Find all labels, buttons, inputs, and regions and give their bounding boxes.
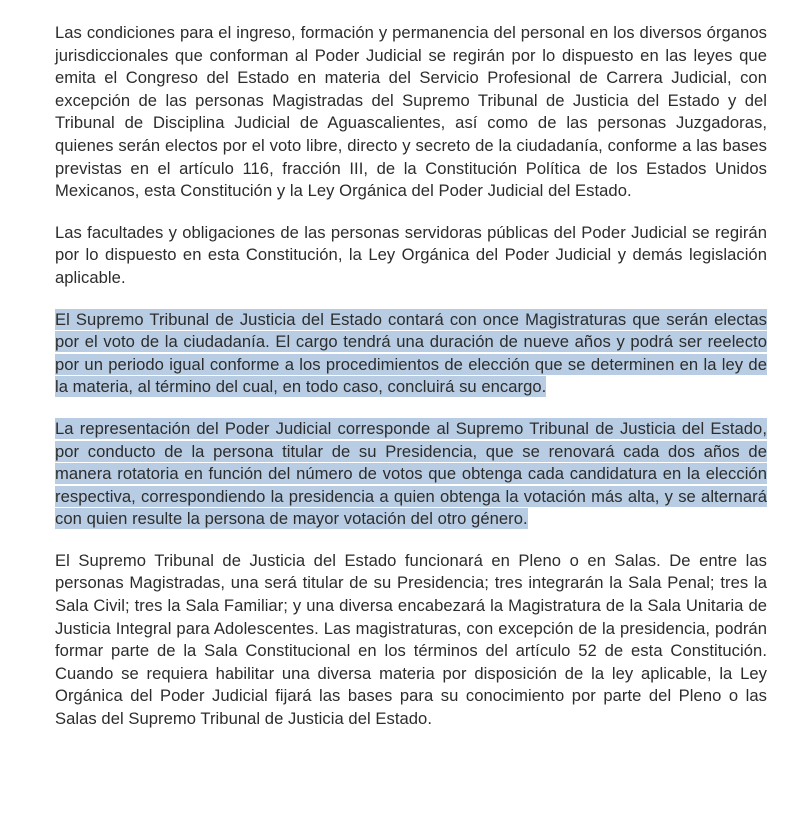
paragraph-magistraturas-highlighted <box>55 309 767 399</box>
highlighted-text: El Supremo Tribunal de Justicia del Estado contará con once Magistraturas que serán electas por el voto de la ciudadanía. El cargo tendrá una duración de nueve años y podrá ser reelecto por un periodo igual conforme a los procedimientos de elección que se determinen en la ley de la materia, al término del cual, en todo caso, concluirá su encargo. <box>55 309 767 397</box>
paragraph-text: El Supremo Tribunal de Justicia del Estado funcionará en Pleno o en Salas. De entre las personas Magistradas, una será titular de su Presidencia; tres integrarán la Sala Penal; tres la Sala Civil; tres la Sala Familiar; y una diversa encabezará la Magistratura de la Sala Unitaria de Justicia Integral para Adolescentes. Las magistraturas, con excepción de la presidencia, podrán formar parte de la Sala Constitucional en los términos del artículo 52 de esta Constitución. Cuando se requiera habilitar una diversa materia por disposición de la ley aplicable, la Ley Orgánica del Poder Judicial fijará las bases para su conocimiento por parte del Pleno o las Salas del Supremo Tribunal de Justicia del Estado. <box>55 550 767 729</box>
paragraph-text: Las facultades y obligaciones de las personas servidoras públicas del Poder Judicial se regirán por lo dispuesto en esta Constitución, la Ley Orgánica del Poder Judicial y demás legislación aplicable. <box>55 222 767 287</box>
paragraph-ingreso-personal <box>55 22 767 203</box>
paragraph-pleno-salas <box>55 550 767 731</box>
paragraph-text: Las condiciones para el ingreso, formación y permanencia del personal en los diversos órganos jurisdiccionales que conforman al Poder Judicial se regirán por lo dispuesto en las leyes que emita el Congreso del Estado en materia del Servicio Profesional de Carrera Judicial, con excepción de las personas Magistradas del Supremo Tribunal de Justicia del Estado y del Tribunal de Disciplina Judicial de Aguascalientes, así como de las personas Juzgadoras, quienes serán electos por el voto libre, directo y secreto de la ciudadanía, conforme a las bases previstas en el artículo 116, fracción III, de la Constitución Política de los Estados Unidos Mexicanos, esta Constitución y la Ley Orgánica del Poder Judicial del Estado. <box>55 23 767 201</box>
paragraph-facultades <box>55 222 767 290</box>
document-page <box>55 22 767 750</box>
highlighted-text: La representación del Poder Judicial corresponde al Supremo Tribunal de Justicia del Estado, por conducto de la persona titular de su Presidencia, que se renovará cada dos años de manera rotatoria en función del número de votos que obtenga cada candidatura en la elección respectiva, correspondiendo la presidencia a quien obtenga la votación más alta, y se alternará con quien resulte la persona de mayor votación del otro género. <box>55 418 767 529</box>
paragraph-representacion-highlighted <box>55 418 767 531</box>
